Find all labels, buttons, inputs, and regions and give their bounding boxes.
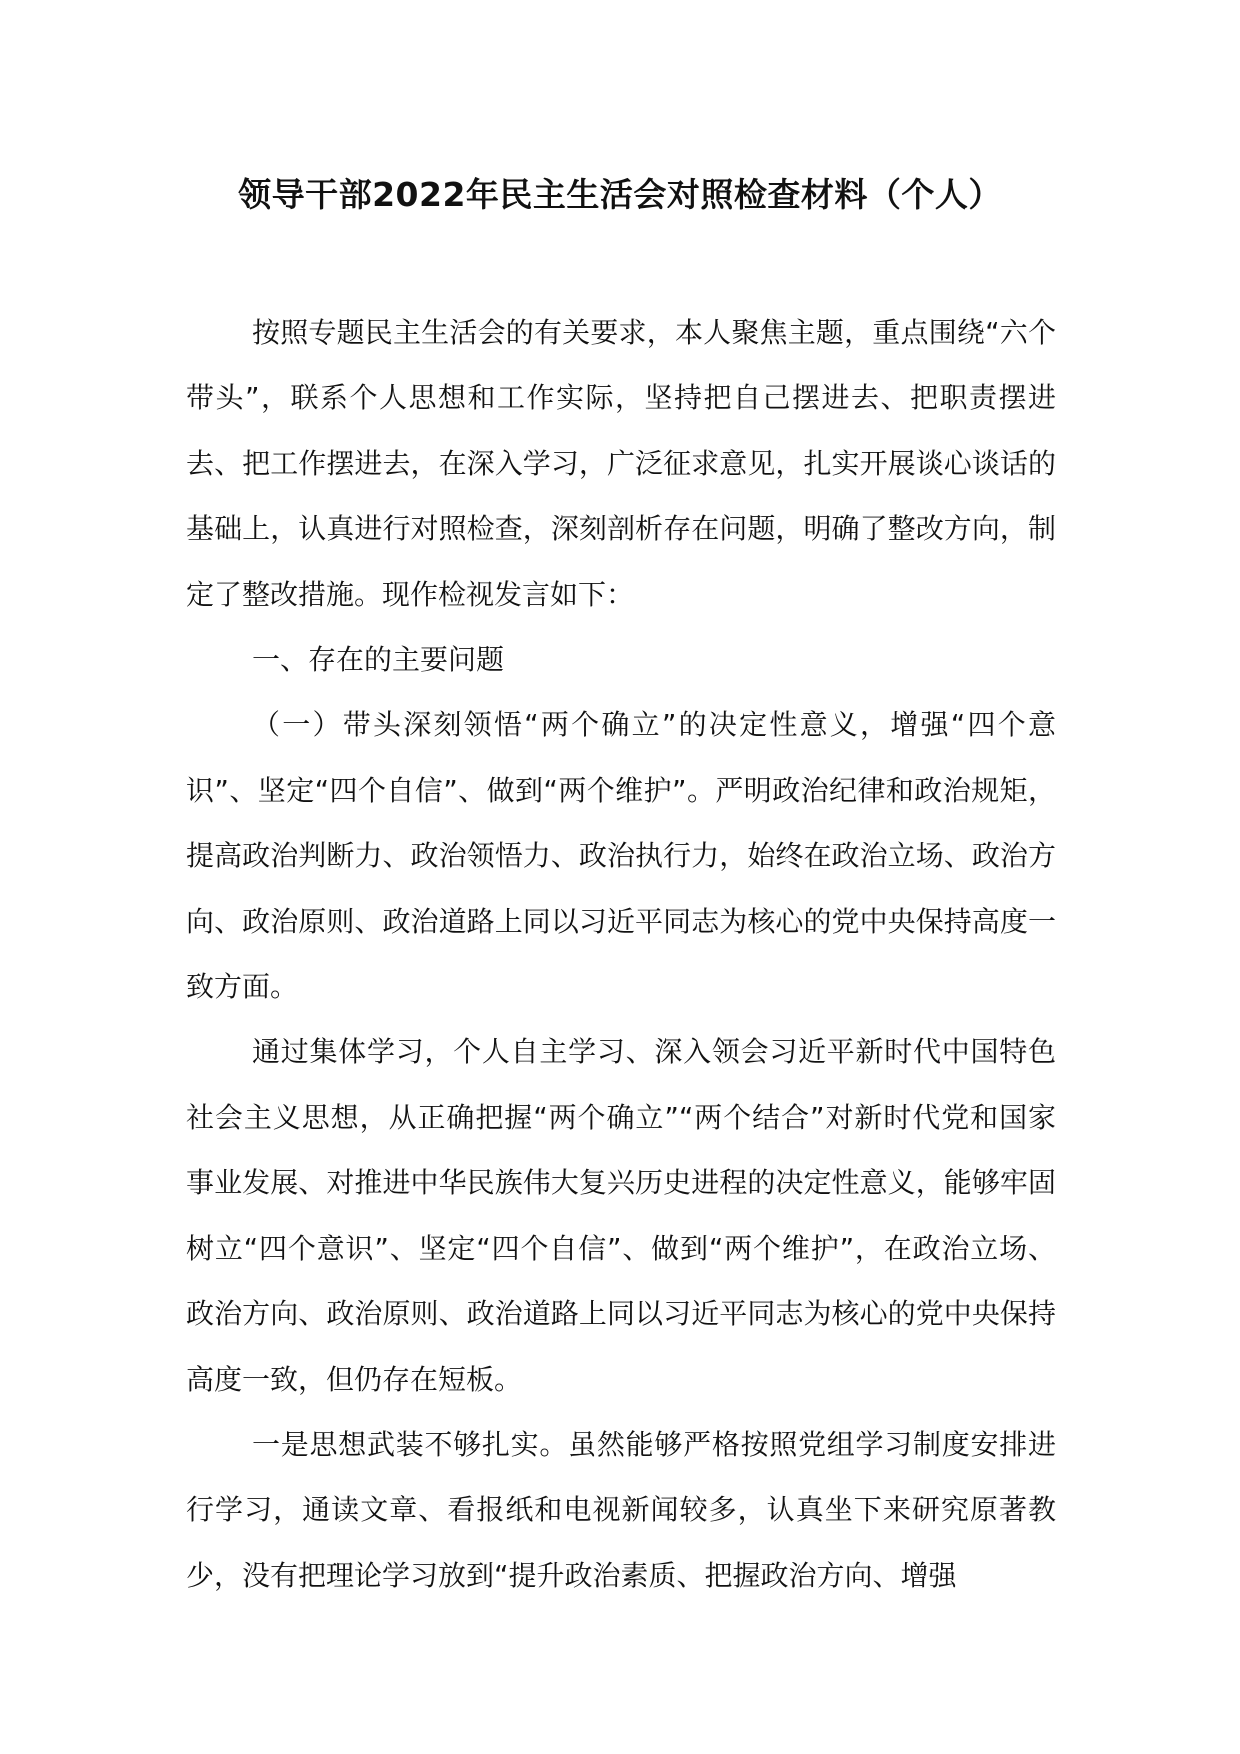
section-heading-problems: 一、存在的主要问题	[252, 643, 505, 677]
subsection-heading-one: （一）带头深刻领悟“两个确立”的决定性意义，增强“四个意识”、坚定“四个自信”、做到“两个维护”。严明政治纪律和政治规矩，提高政治判断力、政治领悟力、政治执行力，始终在政治立场、政治方向、政治原则、政治道路上同以习近平同志为核心的党中央保持高度一致方面。	[186, 708, 1056, 1004]
body-paragraph: 通过集体学习，个人自主学习、深入领会习近平新时代中国特色社会主义思想，从正确把握“两个确立”“两个结合”对新时代党和国家事业发展、对推进中华民族伟大复兴历史进程的决定性意义，能够牢固树立“四个意识”、坚定“四个自信”、做到“两个维护”，在政治立场、政治方向、政治原则、政治道路上同以习近平同志为核心的党中央保持高度一致，但仍存在短板。	[186, 1035, 1056, 1396]
body-paragraph: 一是思想武装不够扎实。虽然能够严格按照党组学习制度安排进行学习，通读文章、看报纸和电视新闻较多，认真坐下来研究原著教少，没有把理论学习放到“提升政治素质、把握政治方向、增强	[186, 1427, 1056, 1592]
document-title: 领导干部2022年民主生活会对照检查材料（个人）	[238, 175, 1002, 214]
intro-paragraph: 按照专题民主生活会的有关要求，本人聚焦主题，重点围绕“六个带头”，联系个人思想和工作实际，坚持把自己摆进去、把职责摆进去、把工作摆进去，在深入学习，广泛征求意见，扎实开展谈心谈话的基础上，认真进行对照检查，深刻剖析存在问题，明确了整改方向，制定了整改措施。现作检视发言如下：	[186, 316, 1056, 611]
document-body	[186, 300, 1056, 1608]
